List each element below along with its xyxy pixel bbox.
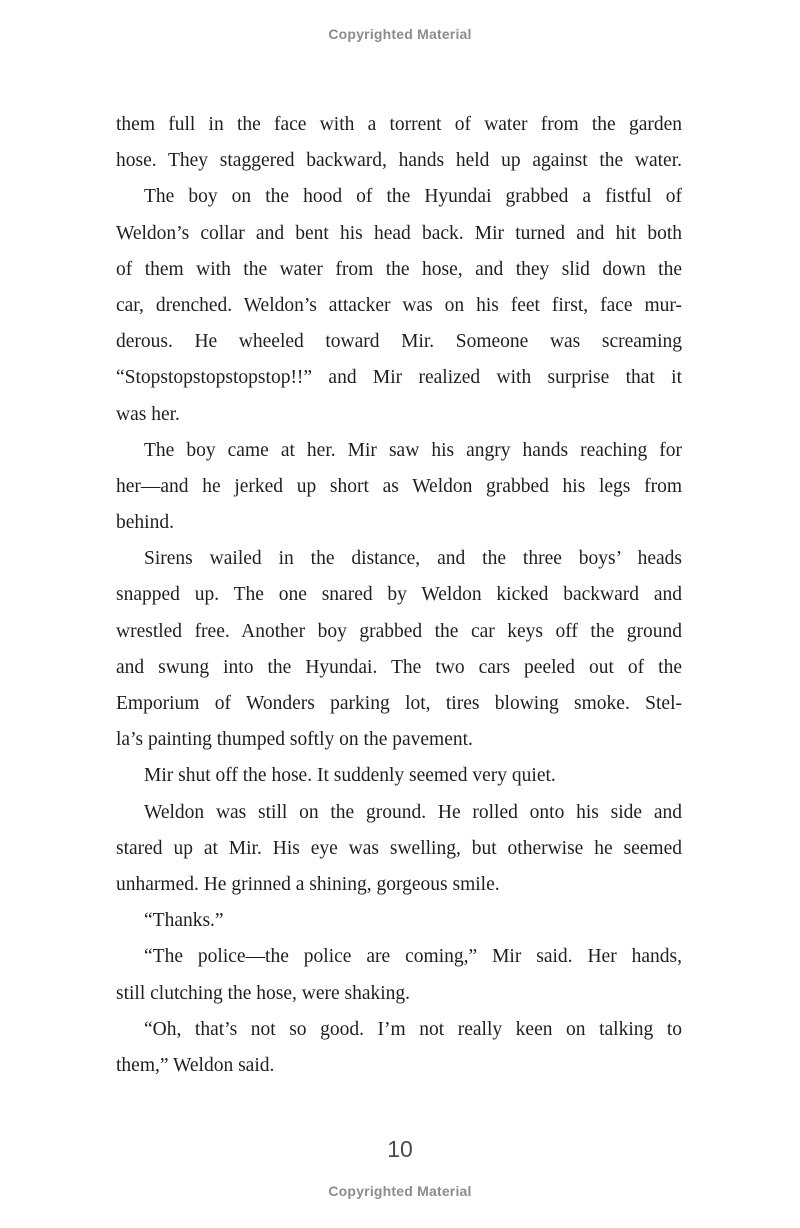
text-line: “Stopstopstopstopstop!!” and Mir realized with surprise that it: [116, 367, 682, 389]
text-line: and swung into the Hyundai. The two cars peeled out of the: [116, 656, 682, 678]
text-line: them,” Weldon said.: [116, 1054, 275, 1076]
text-line: Sirens wailed in the distance, and the three boys’ heads: [144, 548, 682, 570]
text-line: derous. He wheeled toward Mir. Someone was screaming: [116, 331, 682, 353]
text-line: stared up at Mir. His eye was swelling, but otherwise he seemed: [116, 837, 682, 859]
text-line: Emporium of Wonders parking lot, tires blowing smoke. Stel-: [116, 693, 682, 714]
text-line: hose. They staggered backward, hands held up against the water.: [116, 150, 682, 172]
text-line: of them with the water from the hose, and they slid down the: [116, 258, 682, 280]
text-line: was her.: [116, 403, 180, 425]
text-line: unharmed. He grinned a shining, gorgeous smile.: [116, 873, 500, 895]
text-line: behind.: [116, 512, 174, 534]
text-line: Weldon’s collar and bent his head back. Mir turned and hit both: [116, 222, 682, 244]
text-line: “The police—the police are coming,” Mir said. Her hands,: [144, 946, 682, 968]
header-copyright-notice: Copyrighted Material: [328, 26, 472, 42]
text-line: “Oh, that’s not so good. I’m not really keen on talking to: [144, 1018, 682, 1040]
footer-copyright-notice: Copyrighted Material: [328, 1183, 472, 1199]
text-line: still clutching the hose, were shaking.: [116, 982, 411, 1004]
body-text: [116, 107, 682, 1084]
text-line: Weldon was still on the ground. He rolled onto his side and: [144, 801, 682, 823]
text-line: them full in the face with a torrent of water from the garden: [116, 114, 682, 135]
text-line: Mir shut off the hose. It suddenly seemed very quiet.: [144, 765, 556, 787]
text-line: her—and he jerked up short as Weldon grabbed his legs from: [116, 475, 682, 497]
page-number: 10: [387, 1136, 413, 1162]
text-line: wrestled free. Another boy grabbed the car keys off the ground: [116, 620, 682, 642]
text-line: snapped up. The one snared by Weldon kicked backward and: [116, 584, 682, 606]
text-line: The boy came at her. Mir saw his angry hands reaching for: [144, 439, 682, 461]
text-line: la’s painting thumped softly on the pavement.: [116, 729, 473, 751]
text-line: The boy on the hood of the Hyundai grabbed a fistful of: [144, 186, 682, 208]
text-line: car, drenched. Weldon’s attacker was on his feet first, face mur-: [116, 294, 682, 316]
text-line: “Thanks.”: [144, 910, 224, 932]
